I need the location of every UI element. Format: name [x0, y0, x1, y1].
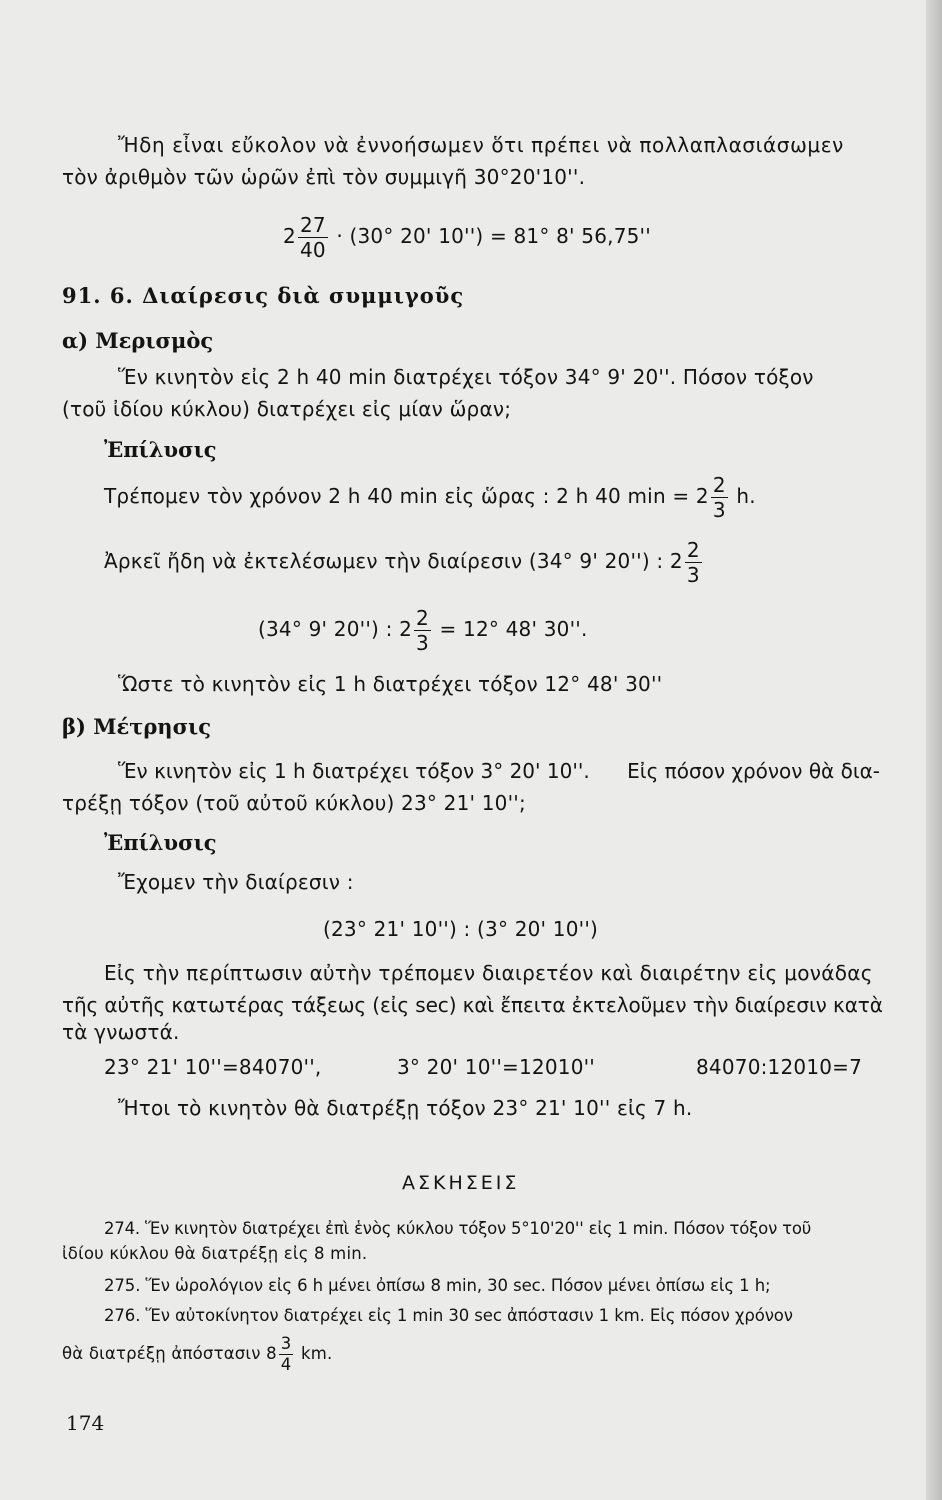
solution-heading-2: Ἐπίλυσις	[104, 830, 217, 855]
problem-b-line-1	[118, 759, 880, 783]
exercise-276-line-2	[62, 1326, 332, 1382]
eq2-fraction	[414, 608, 431, 653]
trepomen-den: 3	[712, 498, 726, 522]
exercise-276-den: 4	[280, 1355, 292, 1374]
conversion-2: 3° 20' 10''=12010''	[397, 1055, 596, 1079]
conversion-3: 84070:12010=7	[696, 1055, 863, 1079]
itoi-line: Ἤτοι τὸ κινητὸν θὰ διατρέξῃ τόξον 23° 21' 10'' εἰς 7 h.	[118, 1096, 693, 1120]
solution-heading-1: Ἐπίλυσις	[104, 437, 217, 462]
eq2-right: = 12° 48' 30''.	[439, 617, 588, 641]
eq2-num: 2	[416, 606, 429, 630]
arkei-line	[104, 530, 704, 592]
arkei-den: 3	[686, 563, 700, 587]
subheading-metrisis: β) Μέτρησις	[62, 714, 211, 739]
trepomen-line	[104, 465, 756, 527]
equation-1	[283, 205, 651, 267]
eq1-rest: · (30° 20' 10'') = 81° 8' 56,75''	[336, 224, 651, 248]
exomen-line: Ἔχομεν τὴν διαίρεσιν :	[118, 870, 354, 894]
trepomen-num: 2	[712, 473, 726, 497]
problem-b-line-1-part-2: Εἰς πόσον χρόνον θὰ δια-	[627, 759, 880, 783]
exercise-276-num: 3	[279, 1336, 294, 1356]
exercise-276-text: θὰ διατρέξῃ ἀπόστασιν 8	[62, 1344, 277, 1363]
eq1-num: 27	[299, 213, 326, 237]
trepomen-unit: h.	[736, 484, 756, 508]
eq2-den: 3	[416, 631, 429, 655]
paragraph-c-line-1: Εἰς τὴν περίπτωσιν αὐτὴν τρέπομεν διαιρετέον καὶ διαιρέτην εἰς μονάδας	[104, 961, 873, 985]
oste-line: Ὥστε τὸ κινητὸν εἰς 1 h διατρέχει τόξον 12° 48' 30''	[118, 672, 663, 696]
trepomen-text: Τρέπομεν τὸν χρόνον 2 h 40 min εἰς ὥρας : 2 h 40 min = 2	[104, 484, 709, 508]
eq2-left: (34° 9' 20'') : 2	[258, 617, 413, 641]
problem-a-line-2: (τοῦ ἰδίου κύκλου) διατρέχει εἰς μίαν ὥραν;	[62, 397, 512, 421]
eq1-whole: 2	[283, 224, 296, 248]
exercises-heading: ΑΣΚΗΣΕΙΣ	[402, 1172, 520, 1194]
problem-a-line-1: Ἕν κινητὸν εἰς 2 h 40 min διατρέχει τόξον 34° 9' 20''. Πόσον τόξον	[118, 365, 814, 389]
problem-b-line-2: τρέξῃ τόξον (τοῦ αὐτοῦ κύκλου) 23° 21' 10'';	[62, 791, 526, 815]
equation-3: (23° 21' 10'') : (3° 20' 10'')	[323, 917, 599, 941]
eq1-den: 40	[299, 238, 326, 262]
page-edge-shadow	[926, 0, 942, 1500]
subheading-merismos: α) Μερισμὸς	[62, 328, 214, 353]
trepomen-fraction	[711, 475, 728, 520]
text-line-1: Ἤδη εἶναι εὔκολον νὰ ἐννοήσωμεν ὅτι πρέπει νὰ πολλαπλασιάσωμεν	[118, 133, 844, 157]
problem-b-line-1-part-1: Ἕν κινητὸν εἰς 1 h διατρέχει τόξον 3° 20' 10''.	[118, 759, 590, 783]
section-heading-91-6: 91. 6. Διαίρεσις διὰ συμμιγοῦς	[62, 283, 465, 308]
paragraph-c-line-2: τῆς αὐτῆς κατωτέρας τάξεως (εἰς sec) καὶ ἔπειτα ἐκτελοῦμεν τὴν διαίρεσιν κατὰ	[62, 993, 883, 1017]
arkei-text: Ἀρκεῖ ἤδη νὰ ἐκτελέσωμεν τὴν διαίρεσιν (34° 9' 20'') : 2	[104, 549, 683, 573]
text-line-2: τὸν ἀριθμὸν τῶν ὡρῶν ἐπὶ τὸν συμμιγῆ 30°20'10''.	[62, 165, 586, 189]
exercise-274-line-1: 274. Ἕν κινητὸν διατρέχει ἐπὶ ἑνὸς κύκλου τόξον 5°10'20'' εἰς 1 min. Πόσον τόξον τοῦ	[104, 1219, 812, 1238]
paragraph-c-line-3: τὰ γνωστά.	[62, 1020, 180, 1044]
page-number: 174	[66, 1411, 105, 1435]
exercise-276-line-1: 276. Ἕν αὐτοκίνητον διατρέχει εἰς 1 min 30 sec ἀπόστασιν 1 km. Εἰς πόσον χρόνον	[104, 1306, 793, 1325]
arkei-num: 2	[686, 538, 700, 562]
arkei-fraction	[685, 540, 702, 585]
exercise-276-unit: km.	[300, 1344, 333, 1363]
exercise-275: 275. Ἕν ὡρολόγιον εἰς 6 h μένει ὀπίσω 8 min, 30 sec. Πόσον μένει ὀπίσω εἰς 1 h;	[104, 1276, 771, 1295]
exercise-276-fraction	[279, 1333, 294, 1374]
equation-2	[258, 598, 588, 660]
conversion-1: 23° 21' 10''=84070'',	[104, 1055, 322, 1079]
eq1-fraction	[298, 215, 328, 260]
exercise-274-line-2: ἰδίου κύκλου θὰ διατρέξῃ εἰς 8 min.	[62, 1244, 368, 1263]
